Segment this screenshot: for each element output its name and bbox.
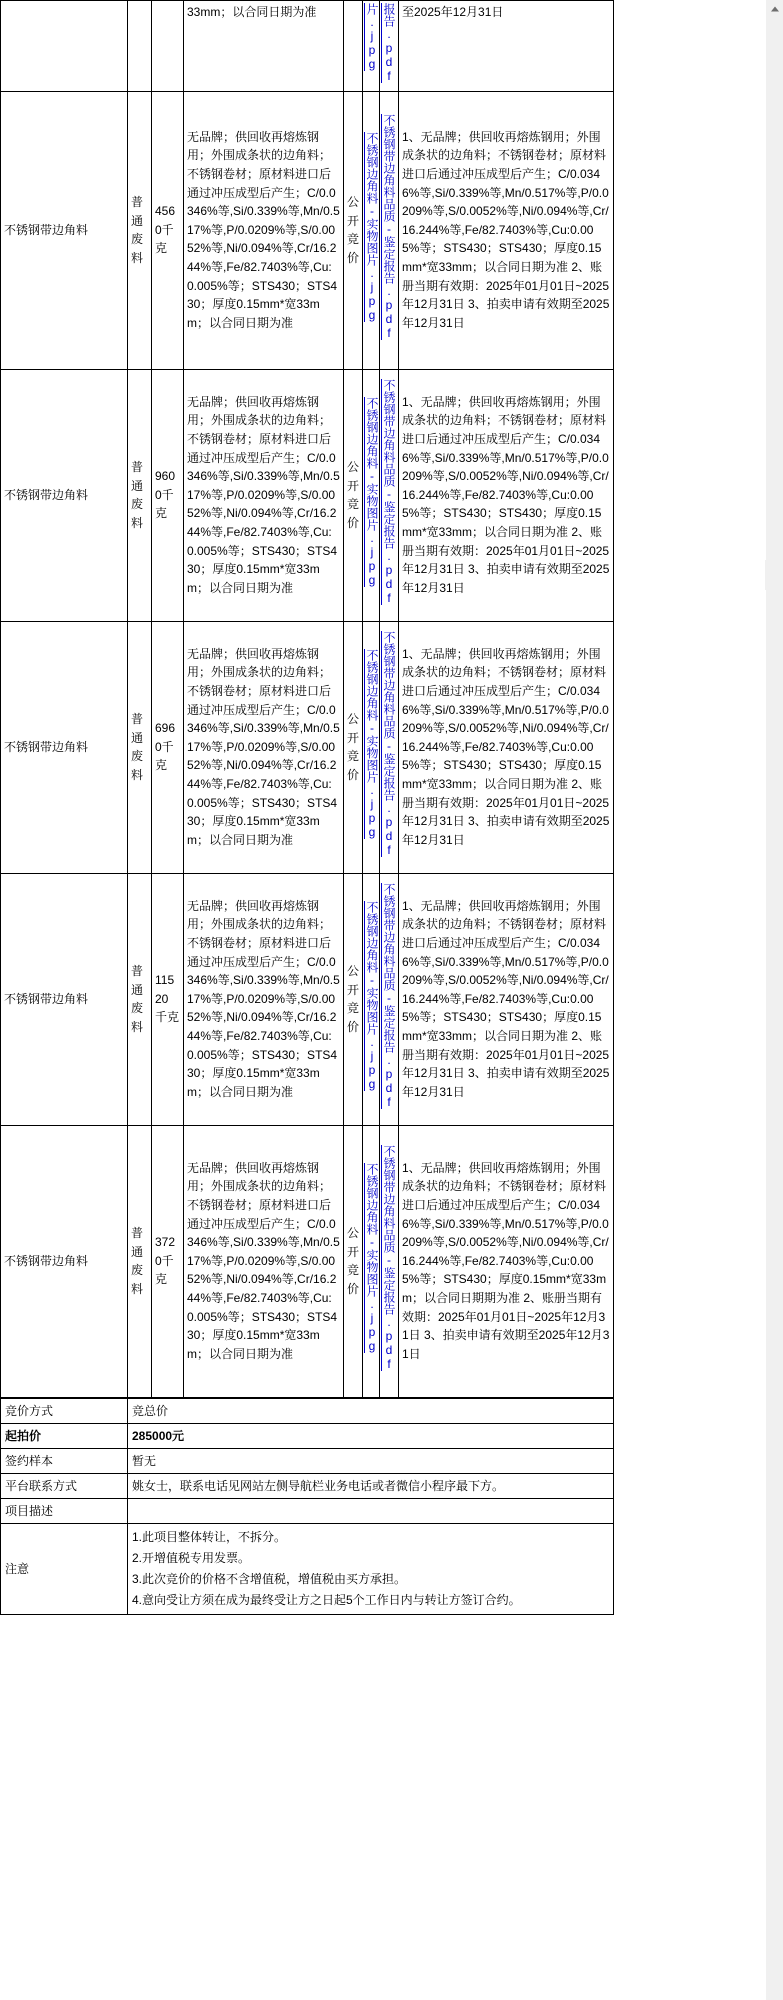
table-row <box>1 873 614 1125</box>
cell-grade: 普通废料 <box>128 873 152 1125</box>
summary-row-project-description <box>1 1498 614 1523</box>
cell-name: 不锈钢带边角料 <box>1 369 128 621</box>
cell-mode: 公开竞价 <box>344 369 363 621</box>
scroll-up-arrow-icon[interactable] <box>766 0 783 18</box>
report-attachment-link[interactable]: 不锈钢带边角料品质-鉴定报告.pdf <box>382 1145 396 1372</box>
cell-image-attachment[interactable] <box>363 873 380 1125</box>
summary-label: 项目描述 <box>1 1498 128 1523</box>
cell-detail: 1、无品牌；供回收再熔炼钢用；外围成条状的边角料；不锈钢卷材；原材料进口后通过冲压成型后产生；C/0.0346%等,Si/0.339%等,Mn/0.517%等,P/0.0209%等,S/0.0052%等,Ni/0.094%等,Cr/16.244%等,Fe/82.7403%等,Cu:0.005%等；STS430；STS430；厚度0.15mm*宽33mm；以合同日期为准 2、账册当期有效期：2025年01月01日~2025年12月31日 3、拍卖申请有效期至2025年12月31日 <box>399 873 614 1125</box>
table-row <box>1 369 614 621</box>
cell-report-attachment[interactable] <box>380 369 399 621</box>
cell-report-attachment[interactable] <box>380 91 399 369</box>
image-attachment-link[interactable]: 不锈钢边角料-实物图片.jpg <box>365 397 379 588</box>
image-attachment-link[interactable]: 不锈钢边角料-实物图片.jpg <box>365 132 379 323</box>
report-attachment-link[interactable]: 不锈钢带边角料品质-鉴定报告.pdf <box>382 114 396 341</box>
list-item: 4.意向受让方须在成为最终受让方之日起5个工作日内与转让方签订合约。 <box>132 1592 521 1607</box>
cell-description: 无品牌；供回收再熔炼钢用；外围成条状的边角料；不锈钢卷材；原材料进口后通过冲压成型后产生；C/0.0346%等,Si/0.339%等,Mn/0.517%等,P/0.0209%等,S/0.0052%等,Ni/0.094%等,Cr/16.244%等,Fe/82.7403%等,Cu:0.005%等；STS430；STS430；厚度0.15mm*宽33mm；以合同日期为准 <box>184 369 344 621</box>
cell-image-attachment[interactable] <box>363 1125 380 1397</box>
table-row <box>1 91 614 369</box>
cell-name: 不锈钢带边角料 <box>1 621 128 873</box>
cell-quantity: 6960千克 <box>152 621 184 873</box>
cell-grade <box>128 1 152 92</box>
cell-image-attachment[interactable] <box>363 1 380 92</box>
cell-name: 不锈钢带边角料 <box>1 91 128 369</box>
cell-report-attachment[interactable] <box>380 873 399 1125</box>
cell-description: 无品牌；供回收再熔炼钢用；外围成条状的边角料；不锈钢卷材；原材料进口后通过冲压成型后产生；C/0.0346%等,Si/0.339%等,Mn/0.517%等,P/0.0209%等,S/0.0052%等,Ni/0.094%等,Cr/16.244%等,Fe/82.7403%等,Cu:0.005%等；STS430；STS430；厚度0.15mm*宽33mm；以合同日期为准 <box>184 91 344 369</box>
cell-quantity: 4560千克 <box>152 91 184 369</box>
image-attachment-link[interactable]: 不锈钢边角料-实物图片.jpg <box>365 1163 379 1354</box>
cell-detail: 1、无品牌；供回收再熔炼钢用；外围成条状的边角料；不锈钢卷材；原材料进口后通过冲压成型后产生；C/0.0346%等,Si/0.339%等,Mn/0.517%等,P/0.0209%等,S/0.0052%等,Ni/0.094%等,Cr/16.244%等,Fe/82.7403%等,Cu:0.005%等；STS430；STS430；厚度0.15mm*宽33mm；以合同日期为准 2、账册当期有效期：2025年01月01日~2025年12月31日 3、拍卖申请有效期至2025年12月31日 <box>399 91 614 369</box>
summary-row-bid-mode <box>1 1398 614 1423</box>
report-attachment-link[interactable]: 不锈钢带边角料品质-鉴定报告.pdf <box>382 379 396 606</box>
report-attachment-link[interactable]: 不锈钢带边角料品质-鉴定报告.pdf <box>382 631 396 858</box>
summary-row-notice <box>1 1523 614 1614</box>
notice-label: 注意 <box>1 1523 128 1614</box>
cell-quantity <box>152 1 184 92</box>
cell-description: 33mm；以合同日期为准 <box>184 1 344 92</box>
report-attachment-link[interactable]: 不锈钢带边角料品质-鉴定报告.pdf <box>382 883 396 1110</box>
cell-mode: 公开竞价 <box>344 1125 363 1397</box>
scrollbar-thumb[interactable] <box>765 560 783 590</box>
table-row <box>1 621 614 873</box>
cell-grade: 普通废料 <box>128 91 152 369</box>
image-attachment-link[interactable]: 不锈钢边角料-实物图片.jpg <box>365 649 379 840</box>
cell-detail: 1、无品牌；供回收再熔炼钢用；外围成条状的边角料；不锈钢卷材；原材料进口后通过冲压成型后产生；C/0.0346%等,Si/0.339%等,Mn/0.517%等,P/0.0209%等,S/0.0052%等,Ni/0.094%等,Cr/16.244%等,Fe/82.7403%等,Cu:0.005%等；STS430；STS430；厚度0.15mm*宽33mm；以合同日期为准 2、账册当期有效期：2025年01月01日~2025年12月31日 3、拍卖申请有效期至2025年12月31日 <box>399 621 614 873</box>
cell-image-attachment[interactable] <box>363 369 380 621</box>
cell-mode: 公开竞价 <box>344 873 363 1125</box>
list-item: 2.开增值税专用发票。 <box>132 1550 251 1565</box>
cell-quantity: 11520千克 <box>152 873 184 1125</box>
cell-quantity: 9600千克 <box>152 369 184 621</box>
cell-quantity: 3720千克 <box>152 1125 184 1397</box>
cell-report-attachment[interactable] <box>380 621 399 873</box>
notice-list <box>132 1527 609 1611</box>
vertical-scrollbar[interactable] <box>765 0 783 2000</box>
cell-grade: 普通废料 <box>128 1125 152 1397</box>
cell-description: 无品牌；供回收再熔炼钢用；外围成条状的边角料；不锈钢卷材；原材料进口后通过冲压成型后产生；C/0.0346%等,Si/0.339%等,Mn/0.517%等,P/0.0209%等,S/0.0052%等,Ni/0.094%等,Cr/16.244%等,Fe/82.7403%等,Cu:0.005%等；STS430；STS430；厚度0.15mm*宽33mm；以合同日期为准 <box>184 621 344 873</box>
summary-label: 竞价方式 <box>1 1398 128 1423</box>
summary-value <box>128 1498 614 1523</box>
cell-detail: 1、无品牌；供回收再熔炼钢用；外围成条状的边角料；不锈钢卷材；原材料进口后通过冲压成型后产生；C/0.0346%等,Si/0.339%等,Mn/0.517%等,P/0.0209%等,S/0.0052%等,Ni/0.094%等,Cr/16.244%等,Fe/82.7403%等,Cu:0.005%等；STS430；STS430；厚度0.15mm*宽33mm；以合同日期为准 2、账册当期有效期：2025年01月01日~2025年12月31日 3、拍卖申请有效期至2025年12月31日 <box>399 369 614 621</box>
cell-name: 不锈钢带边角料 <box>1 873 128 1125</box>
cell-detail: 至2025年12月31日 <box>399 1 614 92</box>
cell-name: 不锈钢带边角料 <box>1 1125 128 1397</box>
notice-value <box>128 1523 614 1614</box>
summary-value: 姚女士，联系电话见网站左侧导航栏业务电话或者微信小程序最下方。 <box>128 1473 614 1498</box>
summary-label: 起拍价 <box>1 1423 128 1448</box>
summary-value: 暂无 <box>128 1448 614 1473</box>
cell-name <box>1 1 128 92</box>
summary-label: 签约样本 <box>1 1448 128 1473</box>
table-row <box>1 1125 614 1397</box>
cell-report-attachment[interactable] <box>380 1 399 92</box>
list-item: 3.此次竞价的价格不含增值税，增值税由买方承担。 <box>132 1571 407 1586</box>
list-item: 1.此项目整体转让，不拆分。 <box>132 1529 287 1544</box>
cell-description: 无品牌；供回收再熔炼钢用；外围成条状的边角料；不锈钢卷材；原材料进口后通过冲压成型后产生；C/0.0346%等,Si/0.339%等,Mn/0.517%等,P/0.0209%等,S/0.0052%等,Ni/0.094%等,Cr/16.244%等,Fe/82.7403%等,Cu:0.005%等；STS430；STS430；厚度0.15mm*宽33mm；以合同日期为准 <box>184 1125 344 1397</box>
summary-row-contact <box>1 1473 614 1498</box>
cell-mode: 公开竞价 <box>344 91 363 369</box>
image-attachment-link[interactable]: 片.jpg <box>365 3 379 71</box>
cell-report-attachment[interactable] <box>380 1125 399 1397</box>
cell-grade: 普通废料 <box>128 369 152 621</box>
cell-grade: 普通废料 <box>128 621 152 873</box>
cell-image-attachment[interactable] <box>363 621 380 873</box>
report-attachment-link[interactable]: 报告.pdf <box>382 3 396 83</box>
summary-row-start-price <box>1 1423 614 1448</box>
table-row-partial <box>1 1 614 92</box>
summary-row-contract-sample <box>1 1448 614 1473</box>
cell-image-attachment[interactable] <box>363 91 380 369</box>
cell-detail: 1、无品牌；供回收再熔炼钢用；外围成条状的边角料；不锈钢卷材；原材料进口后通过冲压成型后产生；C/0.0346%等,Si/0.339%等,Mn/0.517%等,P/0.0209%等,S/0.0052%等,Ni/0.094%等,Cr/16.244%等,Fe/82.7403%等,Cu:0.005%等；STS430；厚度0.15mm*宽33mm；以合同日期期为准 2、账册当期有效期：2025年01月01日~2025年12月31日 3、拍卖申请有效期至2025年12月31日 <box>399 1125 614 1397</box>
summary-label: 平台联系方式 <box>1 1473 128 1498</box>
summary-table <box>0 1398 614 1615</box>
summary-value: 竞总价 <box>128 1398 614 1423</box>
summary-value: 285000元 <box>128 1423 614 1448</box>
cell-description: 无品牌；供回收再熔炼钢用；外围成条状的边角料；不锈钢卷材；原材料进口后通过冲压成型后产生；C/0.0346%等,Si/0.339%等,Mn/0.517%等,P/0.0209%等,S/0.0052%等,Ni/0.094%等,Cr/16.244%等,Fe/82.7403%等,Cu:0.005%等；STS430；STS430；厚度0.15mm*宽33mm；以合同日期为准 <box>184 873 344 1125</box>
cell-mode: 公开竞价 <box>344 621 363 873</box>
image-attachment-link[interactable]: 不锈钢边角料-实物图片.jpg <box>365 901 379 1092</box>
cell-mode <box>344 1 363 92</box>
